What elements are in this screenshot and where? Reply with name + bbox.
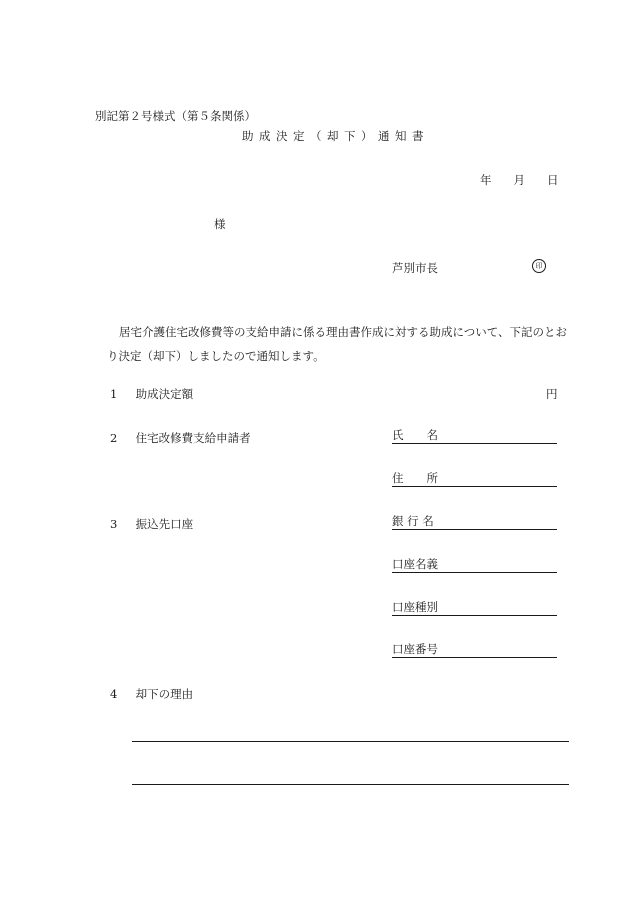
item-bank-account [110,516,193,532]
addressee-honorific: 様 [214,217,226,231]
bank-name-field[interactable] [392,515,557,530]
yen-unit: 円 [546,387,558,401]
field-label: 住 所 [392,471,438,485]
date-month: 月 [513,173,525,187]
item-label: 振込先口座 [135,517,194,531]
account-type-field[interactable] [392,601,557,616]
field-label: 口座名義 [392,557,438,571]
document-title: 助成決定（却下）通知書 [242,129,429,143]
item-label: 住宅改修費支給申請者 [135,431,251,445]
notice-body: 居宅介護住宅改修費等の支給申請に係る理由書作成に対する助成について、下記のとおり決定（却下）しましたので通知します。 [107,325,568,363]
item-decision-amount [110,386,193,402]
field-label: 氏 名 [392,428,438,442]
item-applicant [110,430,251,446]
date-line [462,172,563,188]
date-year: 年 [480,173,492,187]
seal-mark: 印 [532,259,546,273]
account-number-field[interactable] [392,643,557,658]
issuer-name: 芦別市長 [392,261,438,275]
item-rejection-reason [110,686,193,702]
applicant-address-field[interactable] [392,472,557,487]
account-holder-field[interactable] [392,558,557,573]
reason-line[interactable] [132,741,569,742]
item-label: 助成決定額 [135,387,194,401]
item-number: 2 [110,431,118,445]
item-label: 却下の理由 [135,687,194,701]
item-number: 4 [110,687,118,701]
reason-line[interactable] [132,784,569,785]
field-label: 口座番号 [392,642,438,656]
applicant-name-field[interactable] [392,429,557,444]
field-label: 銀 行 名 [392,514,434,528]
date-day: 日 [547,173,559,187]
item-number: 1 [110,387,118,401]
form-number: 別記第２号様式（第５条関係） [95,109,256,123]
field-label: 口座種別 [392,600,438,614]
item-number: 3 [110,517,118,531]
